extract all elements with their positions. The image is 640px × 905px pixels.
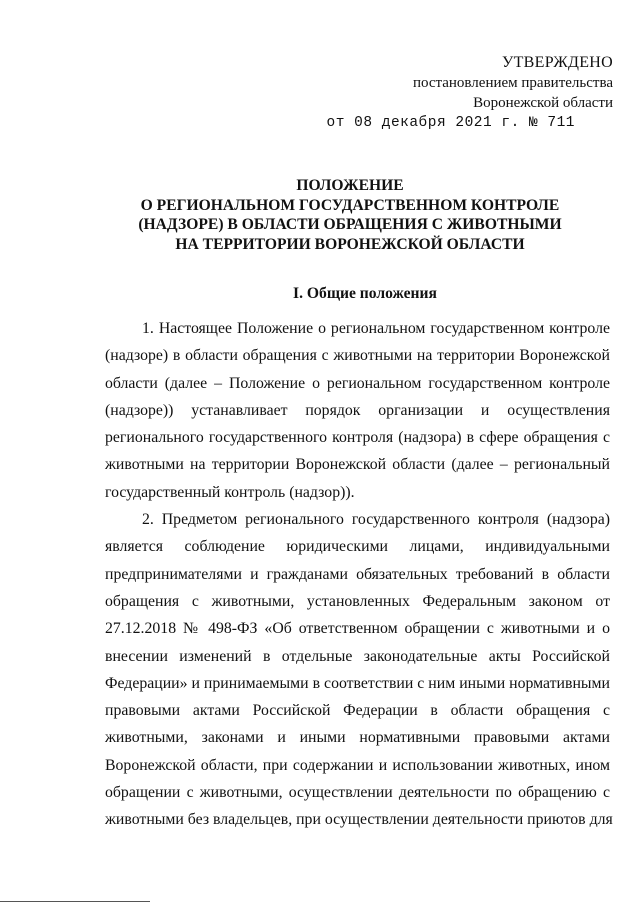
approval-stamp: УТВЕРЖДЕНО bbox=[501, 54, 613, 71]
document-title bbox=[100, 176, 600, 254]
paragraph-line: животными на территории Воронежской области (далее – региональный bbox=[105, 456, 610, 474]
document-body bbox=[105, 315, 613, 834]
paragraph-line: обращении с животными, осуществлении деятельности по обращению с bbox=[105, 784, 610, 802]
paragraph-line: регионального государственного контроля (надзора) в сфере обращения с bbox=[105, 429, 610, 447]
paragraph-line: обращения с животными, установленных Федеральным законом от bbox=[105, 592, 610, 610]
paragraph-line: животными без владельцев, при осуществлении деятельности приютов для bbox=[105, 811, 613, 829]
paragraph-line: Воронежской области, при содержании и использовании животных, ином bbox=[105, 756, 610, 774]
paragraph-line: 2. Предметом регионального государственного контроля (надзора) bbox=[142, 511, 610, 529]
paragraph-line: 27.12.2018 № 498-ФЗ «Об ответственном обращении с животными и о bbox=[105, 620, 610, 638]
paragraph-line: внесении изменений в отдельные законодательные акты Российской bbox=[105, 647, 610, 665]
title-line-3: (НАДЗОРЕ) В ОБЛАСТИ ОБРАЩЕНИЯ С ЖИВОТНЫМИ bbox=[138, 216, 562, 233]
approval-date-line: от 08 декабря 2021 г. № 711 bbox=[326, 115, 575, 131]
approval-block bbox=[327, 53, 613, 133]
title-line-4: НА ТЕРРИТОРИИ ВОРОНЕЖСКОЙ ОБЛАСТИ bbox=[175, 235, 525, 253]
paragraph-1 bbox=[105, 315, 610, 506]
title-line-2: О РЕГИОНАЛЬНОМ ГОСУДАРСТВЕННОМ КОНТРОЛЕ bbox=[140, 196, 560, 214]
paragraph-2 bbox=[105, 506, 613, 834]
paragraph-line: государственный контроль (надзор)). bbox=[105, 483, 355, 501]
paragraph-line: является соблюдение юридическими лицами, индивидуальными bbox=[105, 538, 610, 556]
paragraph-line: (надзоре) в области обращения с животными на территории Воронежской bbox=[105, 347, 610, 365]
paragraph-line: предпринимателями и гражданами обязательных требований в области bbox=[105, 565, 610, 583]
paragraph-line: животными, законами и иными нормативными правовыми актами bbox=[105, 729, 610, 747]
paragraph-line: 1. Настоящее Положение о региональном государственном контроле bbox=[142, 320, 610, 337]
title-line-1: ПОЛОЖЕНИЕ bbox=[296, 177, 404, 194]
paragraph-line: (надзоре)) устанавливает порядок организации и осуществления bbox=[105, 401, 610, 419]
paragraph-line: Федерации» и принимаемыми в соответствии с ним иными нормативными bbox=[105, 674, 610, 692]
paragraph-line: правовыми актами Российской Федерации в области обращения с bbox=[105, 702, 610, 720]
approval-line-2: Воронежской области bbox=[473, 95, 613, 111]
approval-line-1: постановлением правительства bbox=[412, 75, 613, 91]
footnote-separator bbox=[0, 901, 150, 902]
section-heading: I. Общие положения bbox=[293, 285, 437, 302]
paragraph-line: области (далее – Положение о региональном государственном контроле bbox=[105, 374, 610, 392]
